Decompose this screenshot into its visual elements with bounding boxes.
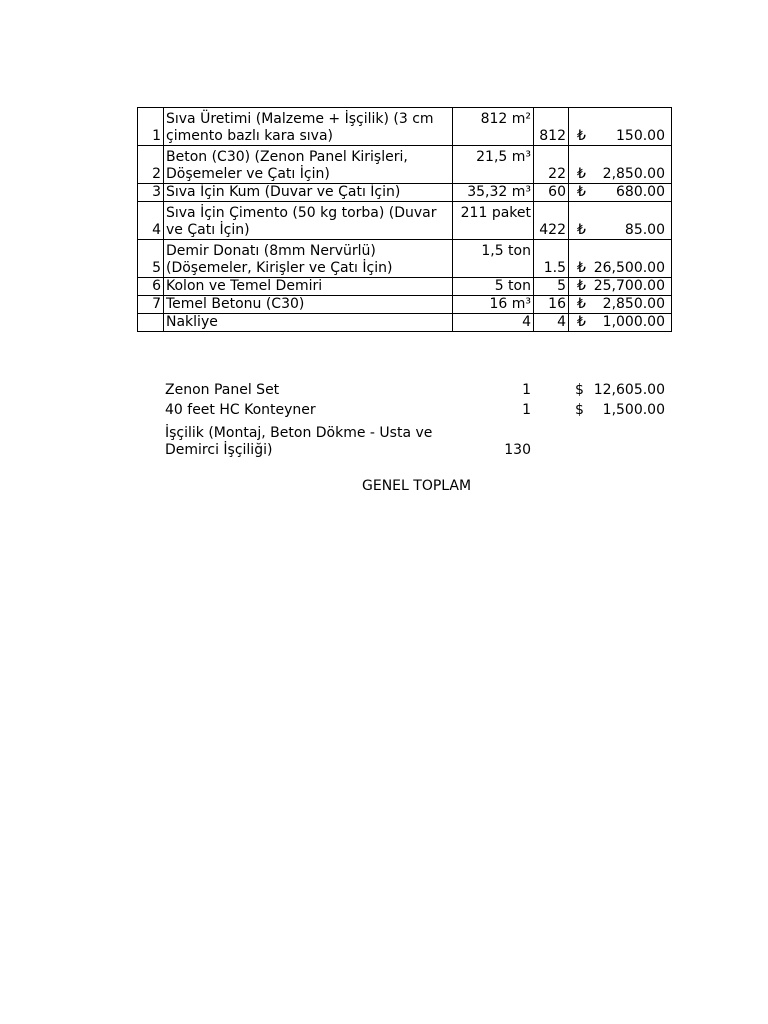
item-amount: 812 m² [453,108,534,146]
item-description: Sıva İçin Kum (Duvar ve Çatı İçin) [164,184,453,202]
item-description: Sıva İçin Çimento (50 kg torba) (Duvar ve Çatı İçin) [164,202,453,240]
currency-symbol: ₺ [577,278,586,294]
row-number: 1 [138,108,164,146]
table-row [138,146,672,184]
item-price: 680.00 [616,184,665,200]
currency-symbol: $ [575,402,584,418]
currency-symbol: ₺ [577,184,586,200]
table-row [138,296,672,314]
extra-price: 1,500.00 [602,402,665,418]
item-price: 150.00 [616,128,665,144]
item-price-cell [569,146,672,184]
item-description: Beton (C30) (Zenon Panel Kirişleri, Döşemeler ve Çatı İçin) [164,146,453,184]
extra-quantity: 1 [522,382,531,398]
grand-total-label: GENEL TOPLAM [362,478,472,494]
item-description: Temel Betonu (C30) [164,296,453,314]
item-quantity: 60 [534,184,569,202]
item-description: Demir Donatı (8mm Nervürlü) (Döşemeler, Kirişler ve Çatı İçin) [164,240,453,278]
item-price: 1,000.00 [602,314,665,330]
item-price-cell [569,184,672,202]
currency-symbol: $ [575,382,584,398]
item-price-cell [569,278,672,296]
item-amount: 1,5 ton [453,240,534,278]
extras-row [163,399,671,419]
currency-symbol: ₺ [577,222,586,238]
item-quantity: 22 [534,146,569,184]
item-description: Nakliye [164,314,453,332]
extra-description: 40 feet HC Konteyner [165,402,316,418]
currency-symbol: ₺ [577,260,586,276]
item-price: 2,850.00 [602,166,665,182]
item-price-cell [569,314,672,332]
item-quantity: 422 [534,202,569,240]
item-description: Kolon ve Temel Demiri [164,278,453,296]
row-number [138,314,164,332]
table-row [138,278,672,296]
item-amount: 5 ton [453,278,534,296]
extra-price-cell [567,399,671,419]
item-quantity: 1.5 [534,240,569,278]
extra-quantity: 130 [504,442,531,458]
row-number: 5 [138,240,164,278]
item-amount: 16 m³ [453,296,534,314]
currency-symbol: ₺ [577,166,586,182]
item-description: Sıva Üretimi (Malzeme + İşçilik) (3 cm çimento bazlı kara sıva) [164,108,453,146]
table-row [138,314,672,332]
item-price-cell [569,202,672,240]
item-amount: 4 [453,314,534,332]
extra-price-cell [567,379,671,399]
table-row [138,108,672,146]
item-price-cell [569,108,672,146]
extras-row [163,419,671,459]
item-price-cell [569,296,672,314]
extras-table-body [163,379,671,459]
item-quantity: 5 [534,278,569,296]
currency-symbol: ₺ [577,296,586,312]
currency-symbol: ₺ [577,314,586,330]
item-price: 85.00 [624,222,665,238]
item-price: 25,700.00 [593,278,665,294]
extra-quantity: 1 [522,402,531,418]
item-price: 26,500.00 [593,260,665,276]
extra-description: Zenon Panel Set [165,382,280,398]
table-row [138,202,672,240]
currency-symbol: ₺ [577,128,586,144]
extras-row [163,379,671,399]
extra-price: 12,605.00 [593,382,665,398]
cost-table-body [138,108,672,332]
row-number: 3 [138,184,164,202]
row-number: 7 [138,296,164,314]
cost-table [137,107,672,332]
item-amount: 21,5 m³ [453,146,534,184]
table-row [138,240,672,278]
extras-table [163,379,671,459]
extra-price-cell [567,419,671,459]
item-quantity: 16 [534,296,569,314]
extra-description: İşçilik (Montaj, Beton Dökme - Usta ve Demirci İşçiliği) [165,425,433,458]
row-number: 2 [138,146,164,184]
item-price: 2,850.00 [602,296,665,312]
row-number: 6 [138,278,164,296]
item-quantity: 812 [534,108,569,146]
item-quantity: 4 [534,314,569,332]
item-price-cell [569,240,672,278]
table-row [138,184,672,202]
item-amount: 35,32 m³ [453,184,534,202]
row-number: 4 [138,202,164,240]
item-amount: 211 paket [453,202,534,240]
